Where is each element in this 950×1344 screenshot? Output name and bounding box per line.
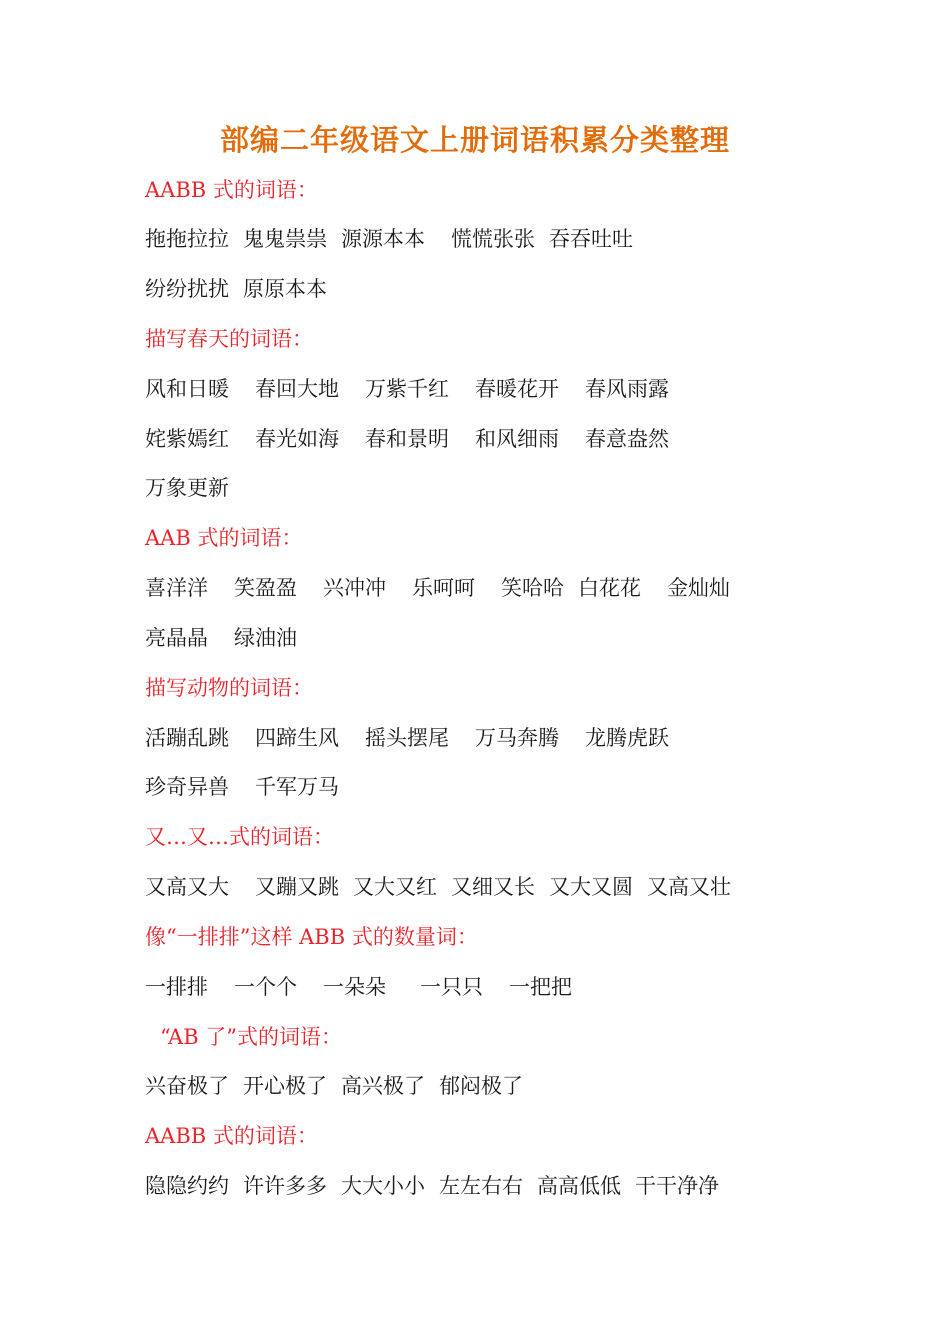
word: 兴冲冲 <box>323 576 386 600</box>
word: 活蹦乱跳 <box>145 726 229 750</box>
word-row <box>145 421 845 457</box>
word-row <box>145 769 845 805</box>
word: 源源本本 <box>341 227 425 251</box>
word: 千军万马 <box>255 775 339 799</box>
section-heading: “AB 了”式的词语： <box>160 1025 343 1049</box>
word: 喜洋洋 <box>145 576 208 600</box>
word: 慌慌张张 <box>451 227 535 251</box>
page-title: 部编二年级语文上册词语积累分类整理 <box>219 123 730 157</box>
section-heading: AAB 式的词语： <box>145 526 303 550</box>
word: 拖拖拉拉 <box>145 227 229 251</box>
word: 纷纷扰扰 <box>145 277 229 301</box>
word: 鬼鬼祟祟 <box>243 227 327 251</box>
word: 郁闷极了 <box>439 1074 523 1098</box>
word: 又高又大 <box>145 875 229 899</box>
word: 许许多多 <box>243 1174 327 1198</box>
section-heading: 描写春天的词语： <box>145 327 313 351</box>
word-row <box>145 720 845 756</box>
section-heading: 描写动物的词语： <box>145 676 313 700</box>
word: 笑盈盈 <box>234 576 297 600</box>
word: 龙腾虎跃 <box>585 726 669 750</box>
word-row <box>145 271 845 307</box>
word-row <box>145 1168 845 1204</box>
word: 白花花 <box>578 576 641 600</box>
word-row <box>145 869 845 905</box>
word: 一把把 <box>509 975 572 999</box>
word: 春暖花开 <box>475 377 559 401</box>
word: 左左右右 <box>439 1174 523 1198</box>
word: 春光如海 <box>255 427 339 451</box>
word-row <box>145 570 845 606</box>
word-row <box>145 371 845 407</box>
word: 开心极了 <box>243 1074 327 1098</box>
word: 大大小小 <box>341 1174 425 1198</box>
word: 万象更新 <box>145 476 229 500</box>
word: 干干净净 <box>635 1174 719 1198</box>
word: 又高又壮 <box>647 875 731 899</box>
word: 又大又红 <box>353 875 437 899</box>
section-heading: 又…又…式的词语： <box>145 825 334 849</box>
word: 春意盎然 <box>585 427 669 451</box>
section-heading: 像“一排排”这样 ABB 式的数量词： <box>145 925 478 949</box>
word: 摇头摆尾 <box>365 726 449 750</box>
word: 四蹄生风 <box>255 726 339 750</box>
word: 一排排 <box>145 975 208 999</box>
word: 亮晶晶 <box>145 626 208 650</box>
section-heading: AABB 式的词语： <box>145 178 318 202</box>
word: 金灿灿 <box>667 576 730 600</box>
word: 高高低低 <box>537 1174 621 1198</box>
word: 春和景明 <box>365 427 449 451</box>
word: 笑哈哈 <box>501 576 564 600</box>
word: 和风细雨 <box>475 427 559 451</box>
word: 乐呵呵 <box>412 576 475 600</box>
word: 一朵朵 <box>323 975 386 999</box>
word: 万紫千红 <box>365 377 449 401</box>
word: 隐隐约约 <box>145 1174 229 1198</box>
word: 绿油油 <box>234 626 297 650</box>
word-row <box>145 470 845 506</box>
word: 原原本本 <box>243 277 327 301</box>
word: 一只只 <box>420 975 483 999</box>
word: 一个个 <box>234 975 297 999</box>
word: 又细又长 <box>451 875 535 899</box>
word: 春回大地 <box>255 377 339 401</box>
word: 珍奇异兽 <box>145 775 229 799</box>
word: 风和日暖 <box>145 377 229 401</box>
word: 又大又圆 <box>549 875 633 899</box>
word: 春风雨露 <box>585 377 669 401</box>
word: 兴奋极了 <box>145 1074 229 1098</box>
word: 高兴极了 <box>341 1074 425 1098</box>
word: 万马奔腾 <box>475 726 559 750</box>
word: 又蹦又跳 <box>255 875 339 899</box>
word-row <box>145 620 845 656</box>
word: 吞吞吐吐 <box>549 227 633 251</box>
section-heading: AABB 式的词语： <box>145 1124 318 1148</box>
word-row <box>145 221 845 257</box>
word-row <box>145 1068 845 1104</box>
word-row <box>145 969 845 1005</box>
word: 姹紫嫣红 <box>145 427 229 451</box>
